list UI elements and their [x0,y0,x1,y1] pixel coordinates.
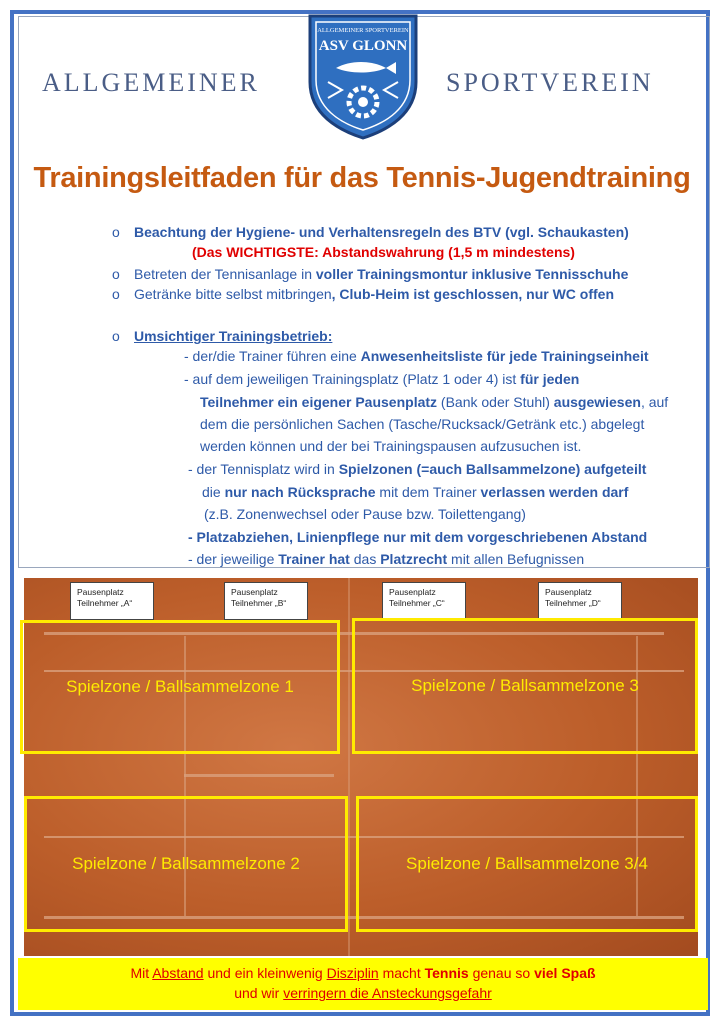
sub-item-cont: die nur nach Rücksprache mit dem Trainer verlassen werden darf [202,484,629,500]
pause-spot-a: Pausenplatz Teilnehmer „A“ [70,582,154,620]
pause-spot-b: Pausenplatz Teilnehmer „B“ [224,582,308,620]
zone-3-4: Spielzone / Ballsammelzone 3/4 [356,796,698,932]
sub-item-cont: Teilnehmer ein eigener Pausenplatz (Bank oder Stuhl) ausgewiesen, auf [200,394,669,410]
pause-spot-c: Pausenplatz Teilnehmer „C“ [382,582,466,620]
logo-top-text: ALLGEMEINER SPORTVEREIN [317,27,409,34]
sub-item: - der Tennisplatz wird in Spielzonen (=auch Ballsammelzone) aufgeteilt [188,461,647,477]
pause-spot-d: Pausenplatz Teilnehmer „D“ [538,582,622,620]
zone-2: Spielzone / Ballsammelzone 2 [24,796,348,932]
list-item: o Betreten der Tennisanlage in voller Trainingsmontur inklusive Tennisschuhe [112,266,629,282]
bullet: o [112,224,120,240]
distance-note: (Das WICHTIGSTE: Abstandswahrung (1,5 m mindestens) [192,244,575,260]
list-item: o Umsichtiger Trainingsbetrieb: [112,328,333,344]
sub-item: - der jeweilige Trainer hat das Platzrecht mit allen Befugnissen [188,551,585,567]
sub-item-cont: werden können und der bei Trainingspausen aufzusuchen ist. [200,438,582,454]
zone-3: Spielzone / Ballsammelzone 3 [352,618,698,754]
court-net [348,578,350,956]
zone-1: Spielzone / Ballsammelzone 1 [20,620,340,754]
club-logo [302,10,424,140]
sub-item-cont: dem die persönlichen Sachen (Tasche/Rucksack/Getränk etc.) abgelegt [200,416,645,432]
header-right-word: SPORTVEREIN [446,68,654,97]
footer-line-2: und wir verringern die Ansteckungsgefahr [234,985,492,1001]
header-left-word: ALLGEMEINER [42,68,260,97]
sub-item: - auf dem jeweiligen Trainingsplatz (Platz 1 oder 4) ist für jeden [184,371,580,387]
page-title: Trainingsleitfaden für das Tennis-Jugendtraining [33,162,691,194]
footer-line-1: Mit Abstand und ein kleinwenig Disziplin macht Tennis genau so viel Spaß [130,965,596,981]
sub-item: - der/die Trainer führen eine Anwesenheitsliste für jede Trainingseinheit [184,348,649,364]
list-item: o Beachtung der Hygiene- und Verhaltensregeln des BTV (vgl. Schaukasten) [112,224,629,240]
sub-item-cont: (z.B. Zonenwechsel oder Pause bzw. Toilettengang) [204,506,526,522]
list-item: o Getränke bitte selbst mitbringen, Club-Heim ist geschlossen, nur WC offen [112,286,615,302]
footer-banner [18,958,708,1010]
court-line [184,774,334,777]
sub-item: - Platzabziehen, Linienpflege nur mit dem vorgeschriebenen Abstand [188,529,648,545]
logo-name: ASV GLONN [318,38,408,54]
